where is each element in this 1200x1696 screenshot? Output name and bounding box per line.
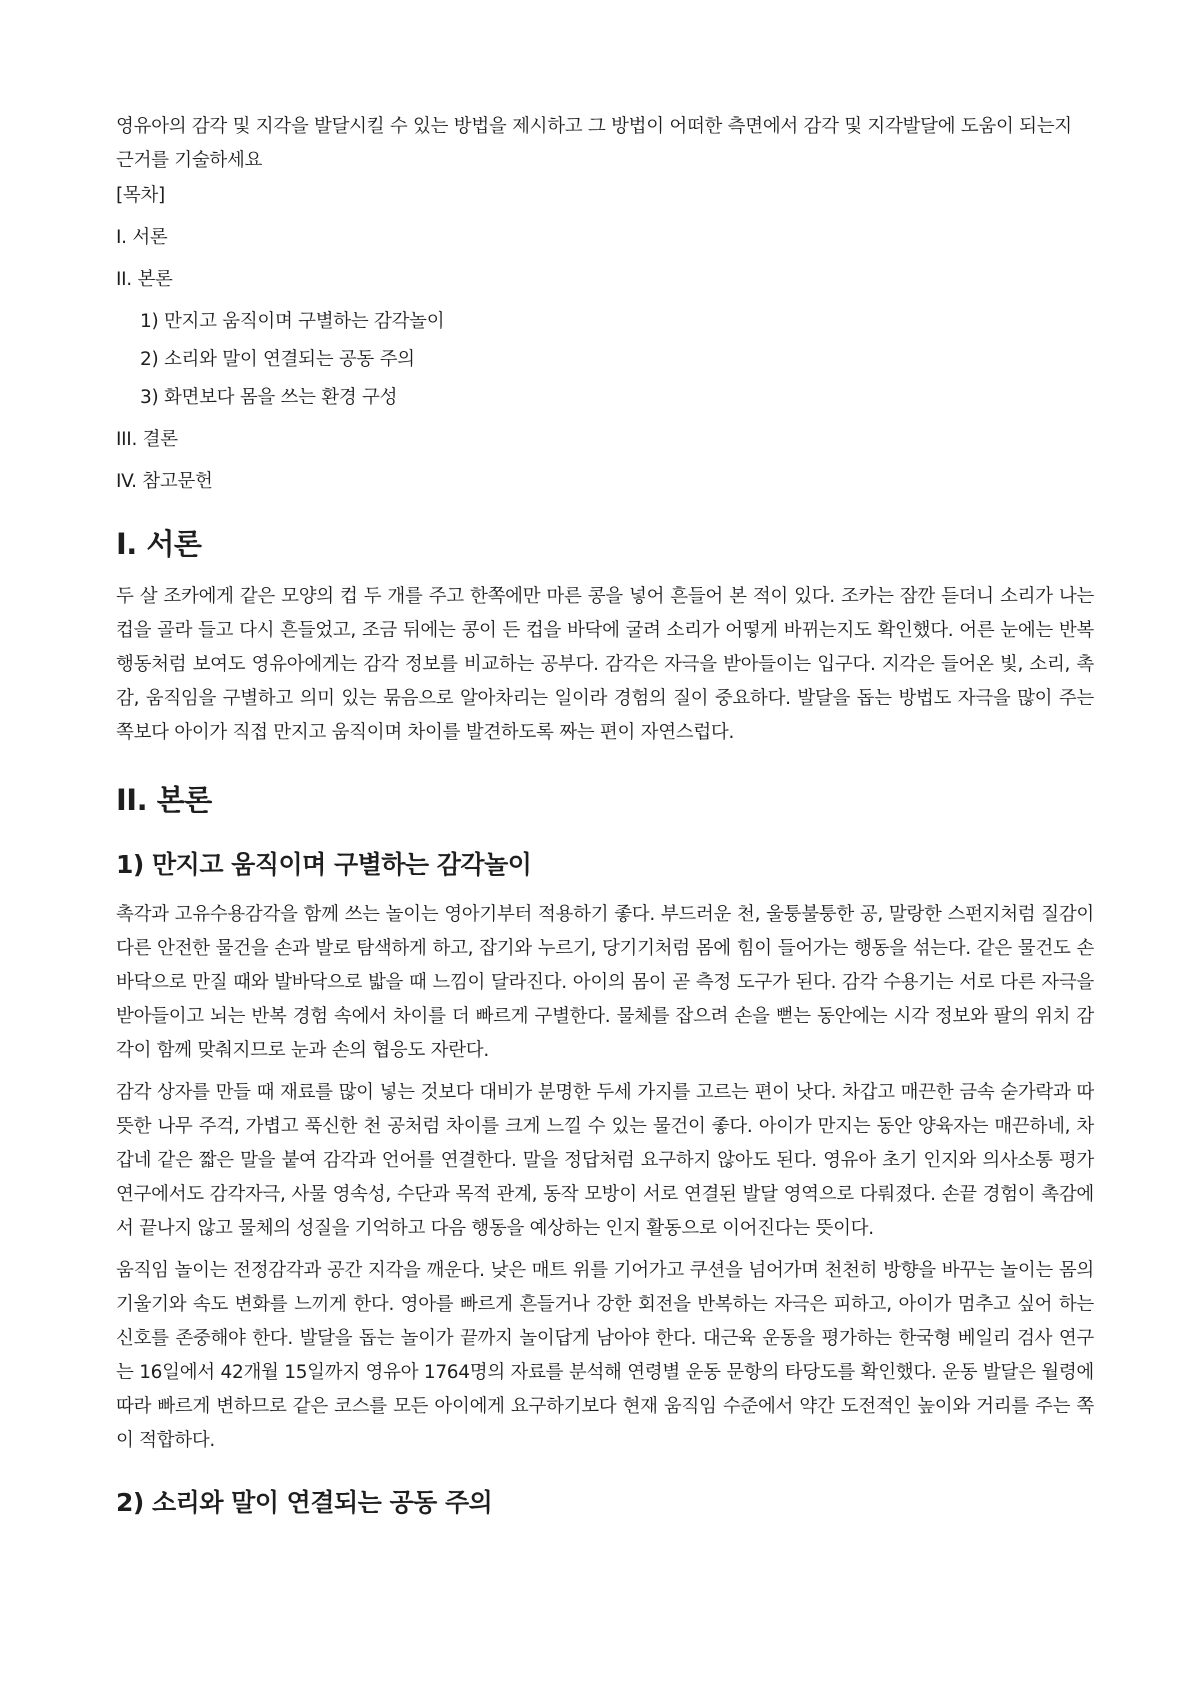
toc-title: [목차] xyxy=(116,185,165,206)
subsection-heading-1: 1) 만지고 움직이며 구별하는 감각놀이 xyxy=(116,850,532,879)
toc-item-references: IV. 참고문헌 xyxy=(116,471,213,492)
assignment-prompt: 영유아의 감각 및 지각을 발달시킬 수 있는 방법을 제시하고 그 방법이 어떠한 측면에서 감각 및 지각발달에 도움이 되는지 근거를 기술하세요 xyxy=(116,116,1072,171)
intro-paragraph: 두 살 조카에게 같은 모양의 컵 두 개를 주고 한쪽에만 마른 콩을 넣어 흔들어 본 적이 있다. 조카는 잠깐 듣더니 소리가 나는 컵을 골라 들고 다시 흔들었고, 조금 뒤에는 콩이 든 컵을 바닥에 굴려 소리가 어떻게 바뀌는지도 확인했다. 어른 눈에는 반복 행동처럼 보여도 영유아에게는 감각 정보를 비교하는 공부다. 감각은 자극을 받아들이는 입구다. 지각은 들어온 빛, 소리, 촉감, 움직임을 구별하고 의미 있는 묶음으로 알아차리는 일이라 경험의 질이 중요하다. 발달을 돕는 방법도 자극을 많이 주는 쪽보다 아이가 직접 만지고 움직이며 차이를 발견하도록 짜는 편이 자연스럽다. xyxy=(116,586,1094,743)
body-paragraph: 촉각과 고유수용감각을 함께 쓰는 놀이는 영아기부터 적용하기 좋다. 부드러운 천, 울퉁불퉁한 공, 말랑한 스펀지처럼 질감이 다른 안전한 물건을 손과 발로 탐색하게 하고, 잡기와 누르기, 당기기처럼 몸에 힘이 들어가는 행동을 섞는다. 같은 물건도 손바닥으로 만질 때와 발바닥으로 밟을 때 느낌이 달라진다. 아이의 몸이 곧 측정 도구가 된다. 감각 수용기는 서로 다른 자극을 받아들이고 뇌는 반복 경험 속에서 차이를 더 빠르게 구별한다. 물체를 잡으려 손을 뻗는 동안에는 시각 정보와 팔의 위치 감각이 함께 맞춰지므로 눈과 손의 협응도 자란다. xyxy=(116,904,1094,1061)
toc-item-body-3: 3) 화면보다 몸을 쓰는 환경 구성 xyxy=(140,387,398,408)
body-paragraph: 움직임 놀이는 전정감각과 공간 지각을 깨운다. 낮은 매트 위를 기어가고 쿠션을 넘어가며 천천히 방향을 바꾸는 놀이는 몸의 기울기와 속도 변화를 느끼게 한다. 영아를 빠르게 흔들거나 강한 회전을 반복하는 자극은 피하고, 아이가 멈추고 싶어 하는 신호를 존중해야 한다. 발달을 돕는 놀이가 끝까지 놀이답게 남아야 한다. 대근육 운동을 평가하는 한국형 베일리 검사 연구는 16일에서 42개월 15일까지 영유아 1764명의 자료를 분석해 연령별 운동 문항의 타당도를 확인했다. 운동 발달은 월령에 따라 빠르게 변하므로 같은 코스를 모든 아이에게 요구하기보다 현재 움직임 수준에서 약간 도전적인 높이와 거리를 주는 쪽이 적합하다. xyxy=(116,1260,1094,1451)
toc-item-conclusion: III. 결론 xyxy=(116,429,178,450)
section-heading-intro: I. 서론 xyxy=(116,527,202,561)
toc-item-intro: I. 서론 xyxy=(116,227,168,248)
body-paragraph: 감각 상자를 만들 때 재료를 많이 넣는 것보다 대비가 분명한 두세 가지를 고르는 편이 낫다. 차갑고 매끈한 금속 숟가락과 따뜻한 나무 주걱, 가볍고 푹신한 천 공처럼 차이를 크게 느낄 수 있는 물건이 좋다. 아이가 만지는 동안 양육자는 매끈하네, 차갑네 같은 짧은 말을 붙여 감각과 언어를 연결한다. 말을 정답처럼 요구하지 않아도 된다. 영유아 초기 인지와 의사소통 평가 연구에서도 감각자극, 사물 영속성, 수단과 목적 관계, 동작 모방이 서로 연결된 발달 영역으로 다뤄졌다. 손끝 경험이 촉감에서 끝나지 않고 물체의 성질을 기억하고 다음 행동을 예상하는 인지 활동으로 이어진다는 뜻이다. xyxy=(116,1082,1094,1239)
table-of-contents xyxy=(116,184,1094,494)
toc-item-body-2: 2) 소리와 말이 연결되는 공동 주의 xyxy=(140,349,415,370)
toc-item-body-1: 1) 만지고 움직이며 구별하는 감각놀이 xyxy=(140,311,445,332)
section-heading-body: II. 본론 xyxy=(116,783,212,817)
subsection-heading-2: 2) 소리와 말이 연결되는 공동 주의 xyxy=(116,1488,493,1517)
toc-item-body: II. 본론 xyxy=(116,269,173,290)
